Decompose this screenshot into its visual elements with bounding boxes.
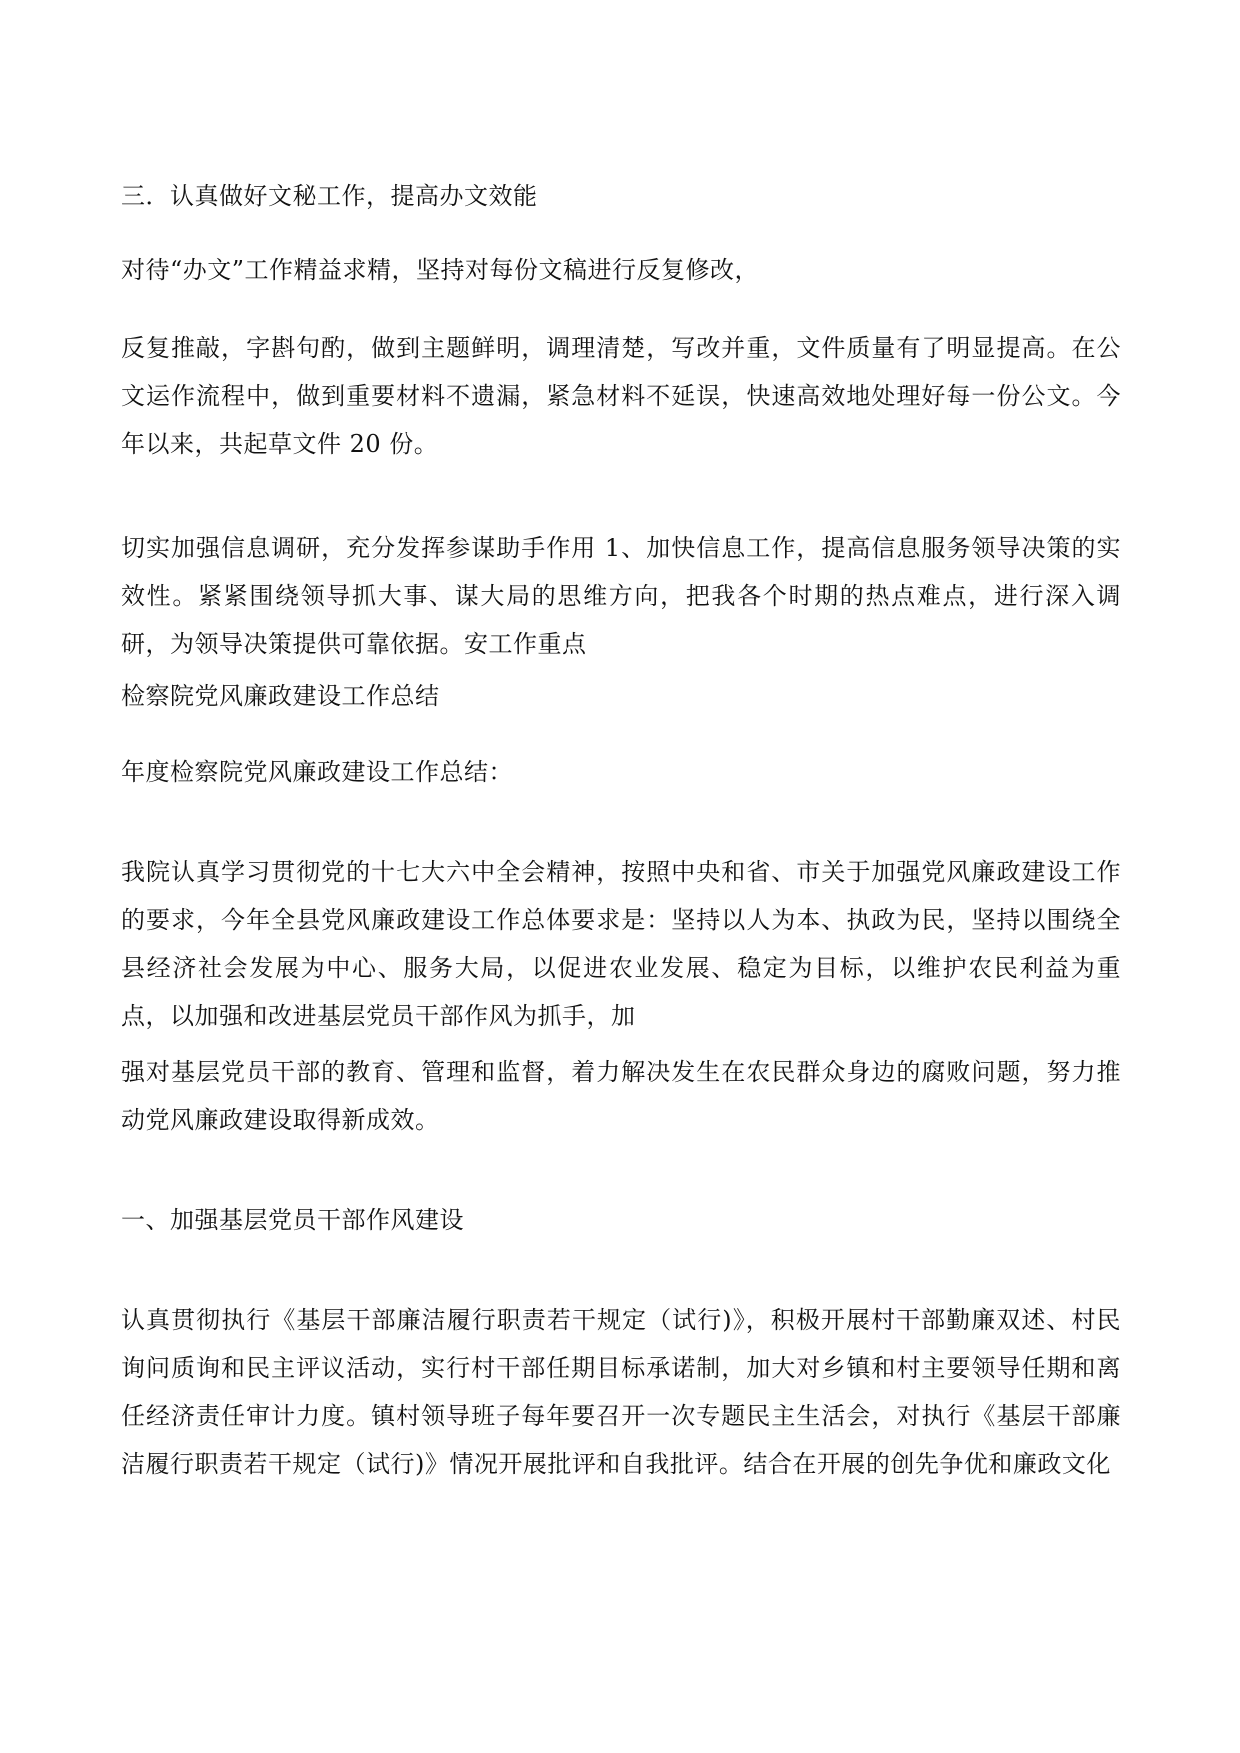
section-heading-one: 一、加强基层党员干部作风建设	[121, 1206, 464, 1234]
paragraph-overall-requirements: 我院认真学习贯彻党的十七大六中全会精神，按照中央和省、市关于加强党风廉政建设工作的要求，今年全县党风廉政建设工作总体要求是：坚持以人为本、执政为民，坚持以围绕全县经济社会发展为中心、服务大局，以促进农业发展、稳定为目标，以维护农民利益为重点，以加强和改进基层党员干部作风为抓手，加	[121, 858, 1121, 1030]
document-subtitle: 年度检察院党风廉政建设工作总结：	[121, 758, 513, 786]
paragraph-supervision: 强对基层党员干部的教育、管理和监督，着力解决发生在农民群众身边的腐败问题，努力推动党风廉政建设取得新成效。	[121, 1058, 1121, 1134]
section-heading-three: 三．认真做好文秘工作，提高办文效能	[121, 182, 538, 210]
paragraph-regulations: 认真贯彻执行《基层干部廉洁履行职责若干规定（试行)》，积极开展村干部勤廉双述、村民询问质询和民主评议活动，实行村干部任期目标承诺制，加大对乡镇和村主要领导任期和离任经济责任审计力度。镇村领导班子每年要召开一次专题民主生活会，对执行《基层干部廉洁履行职责若干规定（试行)》情况开展批评和自我批评。结合在开展的创先争优和廉政文化	[121, 1306, 1121, 1478]
paragraph-document-handling-intro: 对待“办文”工作精益求精，坚持对每份文稿进行反复修改，	[121, 256, 760, 284]
paragraph-information-research: 切实加强信息调研，充分发挥参谋助手作用 1、加快信息工作，提高信息服务领导决策的实效性。紧紧围绕领导抓大事、谋大局的思维方向，把我各个时期的热点难点，进行深入调研，为领导决策提供可靠依据。安工作重点	[121, 534, 1121, 658]
paragraph-document-quality: 反复推敲，字斟句酌，做到主题鲜明，调理清楚，写改并重，文件质量有了明显提高。在公文运作流程中，做到重要材料不遗漏，紧急材料不延误，快速高效地处理好每一份公文。今年以来，共起草文件 20 份。	[121, 334, 1121, 458]
document-title: 检察院党风廉政建设工作总结	[121, 682, 440, 710]
